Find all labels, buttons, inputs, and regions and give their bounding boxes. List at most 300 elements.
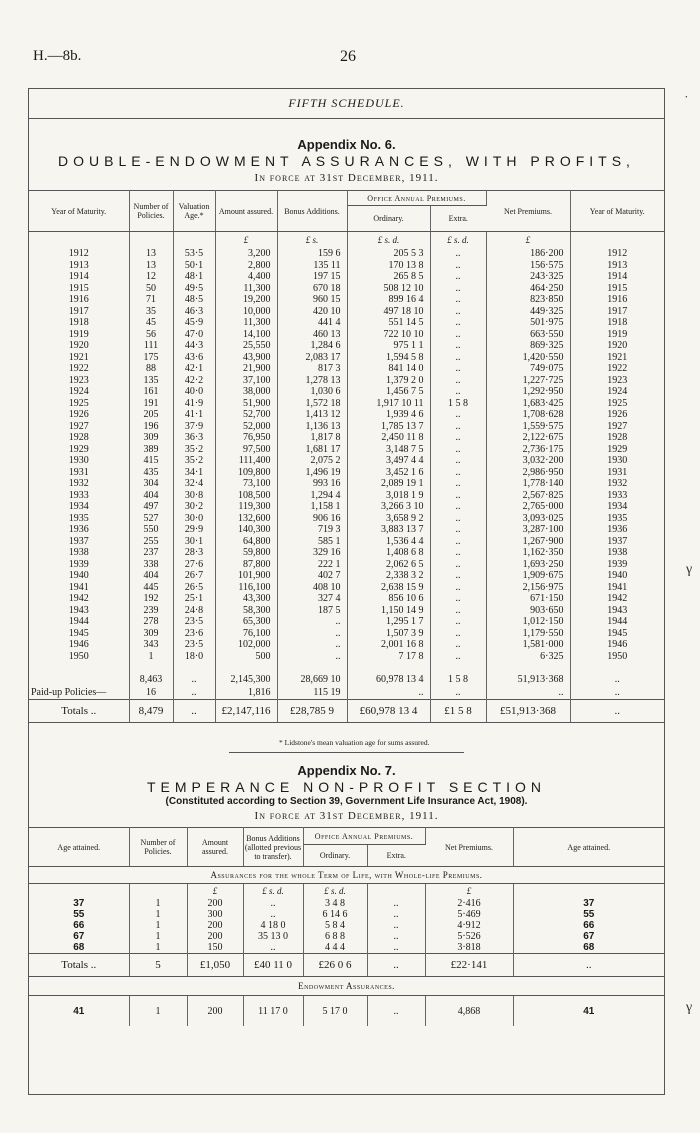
table-cell: 2,450 11 8 xyxy=(347,432,430,444)
series-code: H.—8b. xyxy=(33,48,82,64)
table-cell: 150 xyxy=(187,942,243,954)
table-cell: 65,300 xyxy=(215,616,277,628)
table-cell: 1926 xyxy=(607,409,628,421)
table-cell: £60,978 13 4 xyxy=(347,700,430,723)
table-cell: 1,909·675 xyxy=(486,570,570,582)
table-cell: 68 xyxy=(29,942,129,954)
table-cell: 4 4 4 xyxy=(303,942,367,954)
table-cell: 1,683·425 xyxy=(486,398,570,410)
table-row xyxy=(29,582,664,594)
table-cell: 4,868 xyxy=(425,996,513,1027)
table-cell: 1944 xyxy=(29,616,129,628)
a7-col-bonus: Bonus Additions (allotted previous to transfer). xyxy=(243,828,303,867)
table-cell: 115 19 xyxy=(277,686,347,700)
table-cell: 1936 xyxy=(607,524,628,536)
table-cell: 404 xyxy=(129,490,173,502)
table-cell: 993 16 xyxy=(277,478,347,490)
table-cell: 1,278 13 xyxy=(277,375,347,387)
table-cell: 1937 xyxy=(607,535,628,547)
endowment-row xyxy=(29,996,664,1027)
table-cell: 1916 xyxy=(607,294,628,306)
table-cell: 200 xyxy=(187,898,243,909)
table-cell: 460 13 xyxy=(277,329,347,341)
table-cell: 44·3 xyxy=(173,340,215,352)
table-cell: 2,089 19 1 xyxy=(347,478,430,490)
table-row xyxy=(29,306,664,318)
appendix6-subtitle: DOUBLE-ENDOWMENT ASSURANCES, WITH PROFITS, xyxy=(58,153,635,169)
table-cell: 1939 xyxy=(607,558,628,570)
table-cell: 663·550 xyxy=(486,329,570,341)
table-cell: 55 xyxy=(583,909,595,920)
table-cell: 3,883 13 7 xyxy=(347,524,430,536)
table-cell: 1946 xyxy=(29,639,129,651)
table-cell: 1938 xyxy=(607,547,628,559)
table-cell: 1929 xyxy=(607,443,628,455)
table-cell: 420 10 xyxy=(277,306,347,318)
table-cell: 2,567·825 xyxy=(486,490,570,502)
table-cell: 1,294 4 xyxy=(277,490,347,502)
table-cell: 1 xyxy=(129,909,187,920)
table-cell: .. xyxy=(367,909,425,920)
table-cell: .. xyxy=(430,444,486,456)
table-cell: 116,100 xyxy=(215,582,277,594)
table-cell: .. xyxy=(430,409,486,421)
table-cell: 1 xyxy=(129,996,187,1027)
table-cell: 1,594 5 8 xyxy=(347,352,430,364)
table-cell: .. xyxy=(277,651,347,663)
table-row xyxy=(29,920,664,931)
table-cell: 1,708·628 xyxy=(486,409,570,421)
table-cell: 278 xyxy=(129,616,173,628)
page-number: 26 xyxy=(340,48,356,65)
table-row xyxy=(29,432,664,444)
table-cell: 3,032·200 xyxy=(486,455,570,467)
table-cell: 2,156·975 xyxy=(486,582,570,594)
table-row xyxy=(29,616,664,628)
unit-extra: £ s. d. xyxy=(430,232,486,249)
table-row xyxy=(29,931,664,942)
table-cell: 817 3 xyxy=(277,363,347,375)
table-cell: 200 xyxy=(187,931,243,942)
footnote: * Lidstone's mean valuation age for sums assured. xyxy=(279,738,430,747)
table-cell: 1939 xyxy=(29,559,129,571)
table-cell: .. xyxy=(367,898,425,909)
table-cell: 196 xyxy=(129,421,173,433)
table-cell: 161 xyxy=(129,386,173,398)
table-cell: 3,148 7 5 xyxy=(347,444,430,456)
table-cell: 1942 xyxy=(29,593,129,605)
table-cell: 11,300 xyxy=(215,317,277,329)
col-extra: Extra. xyxy=(430,206,486,232)
table-cell: 1927 xyxy=(607,420,628,432)
table-cell: .. xyxy=(277,616,347,628)
table-cell: 722 10 10 xyxy=(347,329,430,341)
table-cell: 6 8 8 xyxy=(303,931,367,942)
table-cell: 25,550 xyxy=(215,340,277,352)
table-cell: 255 xyxy=(129,536,173,548)
table-cell: 823·850 xyxy=(486,294,570,306)
table-cell: 102,000 xyxy=(215,639,277,651)
table-cell: 42·1 xyxy=(173,363,215,375)
table-cell: 3,287·100 xyxy=(486,524,570,536)
table-cell: 1922 xyxy=(29,363,129,375)
table-cell: .. xyxy=(430,352,486,364)
table-cell: 2,122·675 xyxy=(486,432,570,444)
table-cell: 1,816 xyxy=(215,686,277,700)
table-cell: 1,295 1 7 xyxy=(347,616,430,628)
table-cell: 5 17 0 xyxy=(303,996,367,1027)
table-cell: 43,900 xyxy=(215,352,277,364)
table-cell: 76,100 xyxy=(215,628,277,640)
unit-ordinary: £ s. d. xyxy=(347,232,430,249)
table-cell: 1933 xyxy=(607,489,628,501)
table-cell: 1919 xyxy=(29,329,129,341)
table-cell: 170 13 8 xyxy=(347,260,430,272)
table-cell: .. xyxy=(430,582,486,594)
table-row xyxy=(29,524,664,536)
table-cell: 1,413 12 xyxy=(277,409,347,421)
table-cell: 2,083 17 xyxy=(277,352,347,364)
unit-net: £ xyxy=(486,232,570,249)
table-cell: .. xyxy=(243,909,303,920)
table-row xyxy=(29,490,664,502)
a7-col-number: Number of Policies. xyxy=(129,828,187,867)
table-cell: 1930 xyxy=(607,455,628,467)
table-cell: 43,300 xyxy=(215,593,277,605)
table-cell: 500 xyxy=(215,651,277,663)
table-row xyxy=(29,398,664,410)
table-cell: 48·5 xyxy=(173,294,215,306)
table-cell: .. xyxy=(430,432,486,444)
table-cell: 1923 xyxy=(29,375,129,387)
table-cell: 2,001 16 8 xyxy=(347,639,430,651)
table-cell: 1927 xyxy=(29,421,129,433)
table-cell: 25·1 xyxy=(173,593,215,605)
table-cell: 28,669 10 xyxy=(277,662,347,686)
table-cell: 1940 xyxy=(29,570,129,582)
table-cell: 1926 xyxy=(29,409,129,421)
table-row xyxy=(29,942,664,954)
table-cell: 64,800 xyxy=(215,536,277,548)
appendix6-date-line: In force at 31st December, 1911. xyxy=(254,172,439,184)
table-cell: 14,100 xyxy=(215,329,277,341)
table-cell: 1,693·250 xyxy=(486,559,570,571)
table-cell: 1925 xyxy=(607,397,628,409)
table-cell: 1941 xyxy=(29,582,129,594)
table-row xyxy=(29,271,664,283)
table-cell: Totals .. xyxy=(29,700,129,723)
table-cell: 4,400 xyxy=(215,271,277,283)
table-cell: 3,093·025 xyxy=(486,513,570,525)
table-row xyxy=(29,478,664,490)
col-number: Number of Policies. xyxy=(129,191,173,232)
table-cell: .. xyxy=(430,421,486,433)
a7-col-extra: Extra. xyxy=(367,845,425,867)
table-cell: 21,900 xyxy=(215,363,277,375)
table-cell: 749·075 xyxy=(486,363,570,375)
table-cell: 88 xyxy=(129,363,173,375)
table-cell: 1923 xyxy=(607,374,628,386)
table-cell: 197 15 xyxy=(277,271,347,283)
table-cell: .. xyxy=(277,639,347,651)
table-cell: 239 xyxy=(129,605,173,617)
table-cell: .. xyxy=(430,306,486,318)
table-cell: 1 xyxy=(129,898,187,909)
table-cell: 449·325 xyxy=(486,306,570,318)
table-cell: 186·200 xyxy=(486,248,570,260)
table-cell: 12 xyxy=(129,271,173,283)
table-cell: .. xyxy=(367,920,425,931)
unit-bonus: £ s. xyxy=(277,232,347,249)
table-cell: .. xyxy=(430,386,486,398)
table-cell: 5 xyxy=(129,954,187,977)
table-cell: 205 xyxy=(129,409,173,421)
table-cell: 101,900 xyxy=(215,570,277,582)
table-cell: 2,075 2 xyxy=(277,455,347,467)
table-cell: 1,778·140 xyxy=(486,478,570,490)
table-cell: 41 xyxy=(583,1005,595,1017)
table-cell: 3,266 3 10 xyxy=(347,501,430,513)
table-cell: 66 xyxy=(29,920,129,931)
table-cell: .. xyxy=(173,686,215,700)
table-cell: .. xyxy=(570,700,664,723)
table-cell: 550 xyxy=(129,524,173,536)
table-cell: 4 18 0 xyxy=(243,920,303,931)
table-cell: 304 xyxy=(129,478,173,490)
table-cell: 1,681 17 xyxy=(277,444,347,456)
table-cell: 5·526 xyxy=(425,931,513,942)
table-cell: 200 xyxy=(187,920,243,931)
table-cell: 43·6 xyxy=(173,352,215,364)
table-cell: 3,658 9 2 xyxy=(347,513,430,525)
table-cell: 2,765·000 xyxy=(486,501,570,513)
table-cell: 508 12 10 xyxy=(347,283,430,295)
table-cell: 23·5 xyxy=(173,616,215,628)
whole-life-heading: Assurances for the whole Term of Life, with Whole-life Premiums. xyxy=(29,867,664,884)
col-amount: Amount assured. xyxy=(215,191,277,232)
table-cell: 404 xyxy=(129,570,173,582)
table-row xyxy=(29,536,664,548)
table-cell: 37 xyxy=(29,898,129,909)
table-cell: £40 11 0 xyxy=(243,954,303,977)
table-cell: 265 8 5 xyxy=(347,271,430,283)
table-cell: 1913 xyxy=(607,259,628,271)
a7-col-age: Age attained. xyxy=(29,828,129,867)
table-cell: 52,700 xyxy=(215,409,277,421)
appendix7-title: Appendix No. 7. xyxy=(297,763,396,778)
table-cell: .. xyxy=(367,996,425,1027)
table-cell: .. xyxy=(430,283,486,295)
table-cell: 1913 xyxy=(29,260,129,272)
table-cell: 5 8 4 xyxy=(303,920,367,931)
table-cell: 1946 xyxy=(607,639,628,651)
table-cell: 1,496 19 xyxy=(277,467,347,479)
table-cell: .. xyxy=(430,467,486,479)
table-cell: 1916 xyxy=(29,294,129,306)
table-cell: 1937 xyxy=(29,536,129,548)
table-cell: 464·250 xyxy=(486,283,570,295)
table-cell: 40·0 xyxy=(173,386,215,398)
table-cell: 435 xyxy=(129,467,173,479)
table-cell: 1950 xyxy=(607,650,628,662)
table-row xyxy=(29,628,664,640)
table-cell: 35 13 0 xyxy=(243,931,303,942)
table-row xyxy=(29,455,664,467)
table-cell: 34·1 xyxy=(173,467,215,479)
table-cell: .. xyxy=(430,593,486,605)
table-cell: 1,456 7 5 xyxy=(347,386,430,398)
table-cell: 45·9 xyxy=(173,317,215,329)
table-cell: 1,179·550 xyxy=(486,628,570,640)
table-cell: .. xyxy=(430,628,486,640)
schedule-title: FIFTH SCHEDULE. xyxy=(288,96,405,110)
col-year: Year of Maturity. xyxy=(29,191,129,232)
a7-col-amount: Amount assured. xyxy=(187,828,243,867)
table-cell: Totals .. xyxy=(29,954,129,977)
table-cell: 327 4 xyxy=(277,593,347,605)
table-cell: 1928 xyxy=(607,432,628,444)
table-row xyxy=(29,294,664,306)
table-cell: 1933 xyxy=(29,490,129,502)
table-cell: 1,536 4 4 xyxy=(347,536,430,548)
a7-unit-ordinary: £ s. d. xyxy=(303,884,367,899)
table-cell: 48·1 xyxy=(173,271,215,283)
table-cell: 1931 xyxy=(607,466,628,478)
table-row xyxy=(29,317,664,329)
table-cell: 76,950 xyxy=(215,432,277,444)
table-cell: 1925 xyxy=(29,398,129,410)
table-cell: .. xyxy=(430,570,486,582)
appendix6-table xyxy=(29,190,664,723)
table-row xyxy=(29,375,664,387)
table-cell: 19,200 xyxy=(215,294,277,306)
table-cell: 66 xyxy=(583,920,595,931)
margin-mark: γ xyxy=(686,1000,693,1015)
table-cell: 109,800 xyxy=(215,467,277,479)
table-cell: 45 xyxy=(129,317,173,329)
table-cell: 1918 xyxy=(29,317,129,329)
table-cell: 1917 xyxy=(29,306,129,318)
table-cell: .. xyxy=(513,954,664,977)
table-cell xyxy=(29,662,129,686)
table-cell: 29·9 xyxy=(173,524,215,536)
table-cell: 36·3 xyxy=(173,432,215,444)
table-cell: 1935 xyxy=(29,513,129,525)
table-cell: 1924 xyxy=(607,386,628,398)
appendix7-note: (Constituted according to Section 39, Government Life Insurance Act, 1908). xyxy=(165,796,528,807)
table-cell: 16 xyxy=(129,686,173,700)
table-cell: 1 xyxy=(129,931,187,942)
table-cell: 1934 xyxy=(607,501,628,513)
table-cell: 1932 xyxy=(29,478,129,490)
table-cell: 205 5 3 xyxy=(347,248,430,260)
table-row xyxy=(29,559,664,571)
table-cell: 35·2 xyxy=(173,444,215,456)
table-cell: 906 16 xyxy=(277,513,347,525)
col-net: Net Premiums. xyxy=(486,191,570,232)
table-cell: 1929 xyxy=(29,444,129,456)
table-row xyxy=(29,651,664,663)
table-cell: 30·1 xyxy=(173,536,215,548)
table-cell: 6 14 6 xyxy=(303,909,367,920)
table-cell: 60,978 13 4 xyxy=(347,662,430,686)
table-cell: 501·975 xyxy=(486,317,570,329)
table-cell: 2,062 6 5 xyxy=(347,559,430,571)
table-cell: 329 16 xyxy=(277,547,347,559)
table-cell: 50·1 xyxy=(173,260,215,272)
table-row xyxy=(29,386,664,398)
table-cell: 1914 xyxy=(29,271,129,283)
table-cell: 1928 xyxy=(29,432,129,444)
table-cell: .. xyxy=(430,363,486,375)
table-cell: .. xyxy=(430,559,486,571)
table-cell: £28,785 9 xyxy=(277,700,347,723)
table-row xyxy=(29,444,664,456)
table-row xyxy=(29,501,664,513)
table-cell: 1931 xyxy=(29,467,129,479)
table-cell: 869·325 xyxy=(486,340,570,352)
subtotal-row xyxy=(29,662,664,686)
table-cell: 11 17 0 xyxy=(243,996,303,1027)
table-cell: 1922 xyxy=(607,363,628,375)
table-cell: 1,559·575 xyxy=(486,421,570,433)
table-row xyxy=(29,340,664,352)
table-cell: .. xyxy=(614,673,620,685)
table-cell: 1,292·950 xyxy=(486,386,570,398)
table-cell: 1,162·350 xyxy=(486,547,570,559)
table-cell: 1936 xyxy=(29,524,129,536)
table-cell: 671·150 xyxy=(486,593,570,605)
table-cell: £51,913·368 xyxy=(486,700,570,723)
table-cell: 200 xyxy=(187,996,243,1027)
table-row xyxy=(29,283,664,295)
table-cell: 135 xyxy=(129,375,173,387)
table-cell: .. xyxy=(277,628,347,640)
table-cell: 59,800 xyxy=(215,547,277,559)
table-cell: 309 xyxy=(129,628,173,640)
table-cell: 343 xyxy=(129,639,173,651)
a7-col-office-premiums: Office Annual Premiums. xyxy=(303,828,425,845)
table-cell: 18·0 xyxy=(173,651,215,663)
table-cell: 7 17 8 xyxy=(347,651,430,663)
table-cell: .. xyxy=(430,547,486,559)
table-cell: .. xyxy=(614,687,620,698)
appendix6-title: Appendix No. 6. xyxy=(297,137,396,152)
table-row xyxy=(29,898,664,909)
table-cell: 1 xyxy=(129,651,173,663)
table-cell: 1950 xyxy=(29,651,129,663)
table-cell: 2,800 xyxy=(215,260,277,272)
totals-row xyxy=(29,700,664,723)
table-cell: 111,400 xyxy=(215,455,277,467)
table-cell: 1940 xyxy=(607,570,628,582)
table-cell: 24·8 xyxy=(173,605,215,617)
table-row xyxy=(29,248,664,260)
table-cell: .. xyxy=(173,662,215,686)
table-cell: 1,507 3 9 xyxy=(347,628,430,640)
a7-col-ordinary: Ordinary. xyxy=(303,845,367,867)
table-cell: 73,100 xyxy=(215,478,277,490)
table-cell: 1935 xyxy=(607,512,628,524)
table-cell: 1918 xyxy=(607,317,628,329)
a7-unit-bonus: £ s. d. xyxy=(243,884,303,899)
table-cell: 1,267·900 xyxy=(486,536,570,548)
table-cell: 38,000 xyxy=(215,386,277,398)
table-cell: 1,158 1 xyxy=(277,501,347,513)
table-cell: 156·575 xyxy=(486,260,570,272)
table-cell: .. xyxy=(430,616,486,628)
table-cell: 2,638 15 9 xyxy=(347,582,430,594)
